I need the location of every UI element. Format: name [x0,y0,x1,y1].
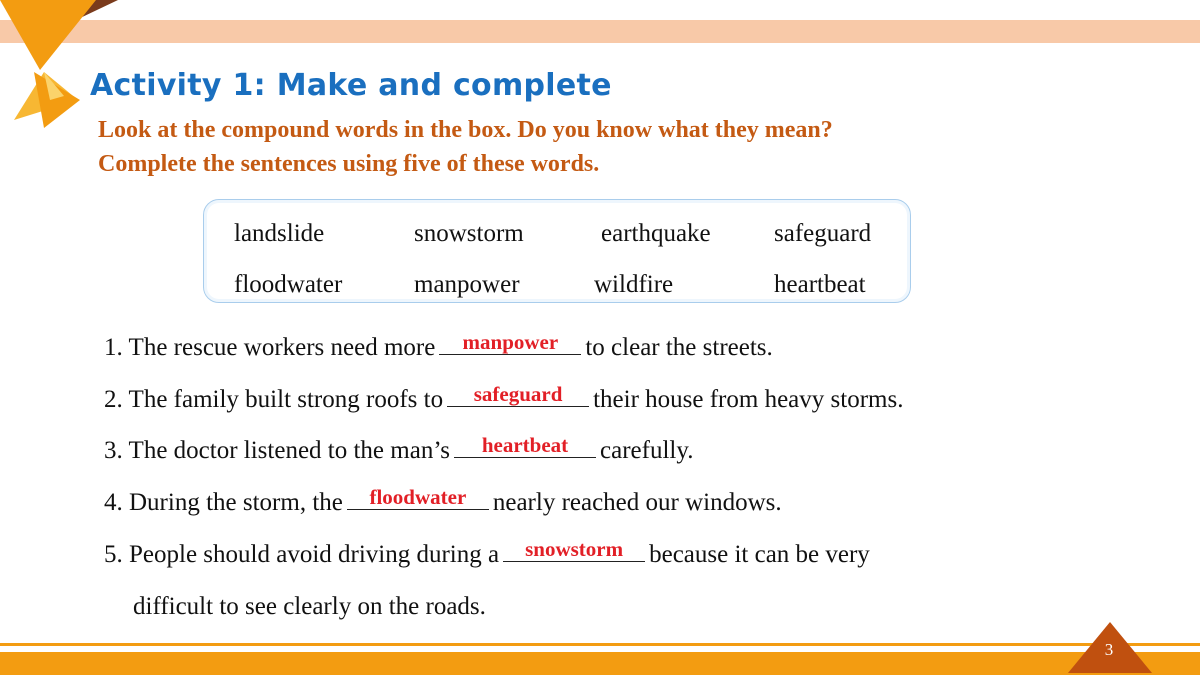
top-decor-band [0,20,1200,43]
word-item: snowstorm [414,220,524,247]
word-item: earthquake [601,220,711,247]
word-box [203,199,911,303]
answer-text: heartbeat [481,433,569,457]
answer-blank [347,485,489,510]
sentence-2 [104,382,904,414]
sentence-1 [104,330,773,362]
word-item: safeguard [774,220,872,247]
instruction-line-2: Complete the sentences using five of these words. [98,151,600,177]
word-item: manpower [414,271,520,298]
sentence-5 [104,537,870,569]
page-number: 3 [1104,640,1114,659]
answer-text: floodwater [369,485,467,509]
sentence-text: 2. The family built strong roofs to [104,386,444,413]
sentence-text: because it can be very [649,541,870,568]
sentence-text: 3. The doctor listened to the man’s [104,437,450,464]
sentence-3 [104,433,694,465]
sentence-text: carefully. [600,437,694,464]
bottom-decor-line [0,643,1200,646]
answer-text: safeguard [473,382,563,406]
sentence-4 [104,485,782,517]
word-item: floodwater [234,271,343,298]
answer-blank [447,382,589,407]
answer-blank [454,433,596,458]
sentence-text: 1. The rescue workers need more [104,334,436,361]
answer-text: snowstorm [525,537,624,561]
sentence-5-continuation: difficult to see clearly on the roads. [133,593,486,620]
word-item: heartbeat [774,271,866,298]
sentence-text: their house from heavy storms. [593,386,904,413]
word-item: wildfire [594,271,674,298]
bottom-decor-band [0,652,1200,675]
instruction-line-1: Look at the compound words in the box. Do you know what they mean? [98,117,833,143]
answer-blank [503,537,645,562]
sentence-text: 4. During the storm, the [104,489,343,516]
sentence-text: nearly reached our windows. [492,489,782,516]
page-title: Activity 1: Make and complete [90,68,612,103]
sentence-text: 5. People should avoid driving during a [104,541,500,568]
answer-blank [439,330,581,355]
answer-text: manpower [462,330,559,354]
word-item: landslide [234,220,325,247]
sentence-text: to clear the streets. [585,334,773,361]
